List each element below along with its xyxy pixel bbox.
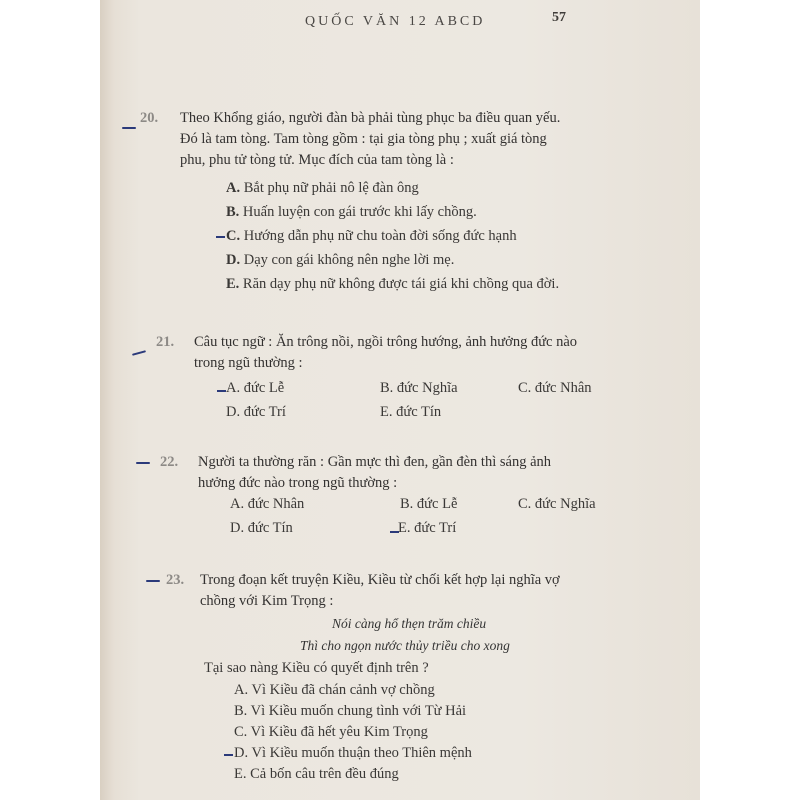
page-header — [100, 10, 700, 34]
option-text: đức Lễ — [416, 496, 458, 512]
option-text: đức Tín — [396, 404, 442, 420]
verse-line: Thì cho ngọn nước thủy triều cho xong — [300, 638, 510, 653]
option-text: đức Nhân — [247, 496, 305, 512]
option-text: đức Nhân — [534, 380, 592, 396]
question-line: Câu tục ngữ : Ăn trông nồi, ngồi trông hướng, ảnh hưởng đức nào — [194, 334, 578, 350]
pen-mark-icon — [136, 462, 150, 464]
option-text: đức Trí — [243, 404, 286, 420]
option-label: A. — [226, 180, 241, 196]
option-c — [234, 724, 428, 741]
option-label: C. — [226, 228, 241, 244]
option-label: A. — [230, 496, 245, 512]
question-text — [200, 570, 560, 612]
option-text: đức Nghĩa — [396, 380, 458, 396]
option-text: Vì Kiều muốn chung tình với Từ Hải — [250, 703, 467, 719]
option-label: A. — [226, 380, 241, 396]
verse-line: Nói càng hổ thẹn trăm chiều — [332, 616, 487, 631]
option-b — [400, 496, 457, 513]
question-line: trong ngũ thường : — [194, 355, 303, 371]
question-line: Người ta thường răn : Gần mực thì đen, gần đèn thì sáng ảnh — [198, 454, 552, 470]
question-number: 20. — [140, 110, 159, 126]
option-d — [230, 520, 293, 537]
option-label: E. — [380, 404, 393, 420]
option-label: B. — [226, 204, 240, 220]
pen-mark-icon — [122, 127, 136, 129]
option-text: Cả bốn câu trên đều đúng — [250, 766, 399, 782]
answer-mark-icon — [224, 754, 233, 756]
question-number: 21. — [156, 334, 175, 350]
option-text: đức Lễ — [243, 380, 285, 396]
option-b — [226, 204, 477, 221]
option-text: Vì Kiều muốn thuận theo Thiên mệnh — [251, 745, 472, 761]
option-a — [230, 496, 304, 513]
question-line: phu, phu tử tòng tử. Mục đích của tam tòng là : — [180, 152, 454, 168]
question-number: 22. — [160, 454, 179, 470]
option-text: đức Tín — [247, 520, 293, 536]
option-a — [226, 180, 419, 197]
option-label: D. — [226, 404, 241, 420]
option-label: C. — [234, 724, 248, 740]
option-text: Bắt phụ nữ phải nô lệ đàn ông — [243, 180, 419, 196]
option-label: E. — [234, 766, 247, 782]
option-e — [234, 766, 399, 783]
answer-mark-icon — [216, 236, 225, 238]
option-e — [226, 276, 559, 293]
option-a — [234, 682, 435, 699]
option-c — [226, 228, 517, 245]
option-text: Vì Kiều đã chán cảnh vợ chồng — [251, 682, 435, 698]
option-b — [234, 703, 466, 720]
option-c — [518, 380, 592, 397]
option-b — [380, 380, 458, 397]
option-d — [226, 404, 286, 421]
question-line: chồng với Kim Trọng : — [200, 593, 334, 609]
option-text: Huấn luyện con gái trước khi lấy chồng. — [242, 204, 477, 220]
page-number: 57 — [552, 10, 566, 25]
option-e — [398, 520, 456, 537]
option-e — [380, 404, 441, 421]
question-line: hưởng đức nào trong ngũ thường : — [198, 475, 398, 491]
option-a — [226, 380, 284, 397]
option-d — [226, 252, 454, 269]
question-line: Theo Khổng giáo, người đàn bà phải tùng phục ba điều quan yếu. — [180, 110, 561, 126]
running-title: QUỐC VĂN 12 ABCD — [305, 14, 486, 29]
question-text — [198, 452, 551, 494]
book-page — [100, 0, 700, 800]
option-label: D. — [230, 520, 245, 536]
question-text — [194, 332, 577, 374]
option-label: E. — [398, 520, 411, 536]
question-number: 23. — [166, 572, 185, 588]
option-text: Hướng dẫn phụ nữ chu toàn đời sống đức hạnh — [243, 228, 517, 244]
answer-mark-icon — [217, 390, 226, 392]
option-d — [234, 745, 472, 762]
question-text — [180, 108, 560, 171]
option-text: đức Nghĩa — [534, 496, 596, 512]
pen-mark-icon — [132, 350, 146, 356]
option-label: B. — [380, 380, 394, 396]
option-label: C. — [518, 380, 532, 396]
option-label: D. — [226, 252, 241, 268]
option-label: B. — [234, 703, 248, 719]
option-c — [518, 496, 596, 513]
option-text: Vì Kiều đã hết yêu Kim Trọng — [250, 724, 428, 740]
option-text: đức Trí — [414, 520, 457, 536]
option-label: B. — [400, 496, 414, 512]
option-text: Dạy con gái không nên nghe lời mẹ. — [243, 252, 455, 268]
option-label: E. — [226, 276, 240, 292]
question-line: Đó là tam tòng. Tam tòng gồm : tại gia tòng phụ ; xuất giá tòng — [180, 131, 547, 147]
question-line: Trong đoạn kết truyện Kiều, Kiều từ chối kết hợp lại nghĩa vợ — [200, 572, 560, 588]
option-text: Răn dạy phụ nữ không được tái giá khi chồng qua đời. — [242, 276, 560, 292]
question-prompt: Tại sao nàng Kiều có quyết định trên ? — [204, 660, 429, 676]
pen-mark-icon — [146, 580, 160, 582]
option-label: D. — [234, 745, 249, 761]
option-label: A. — [234, 682, 249, 698]
option-label: C. — [518, 496, 532, 512]
